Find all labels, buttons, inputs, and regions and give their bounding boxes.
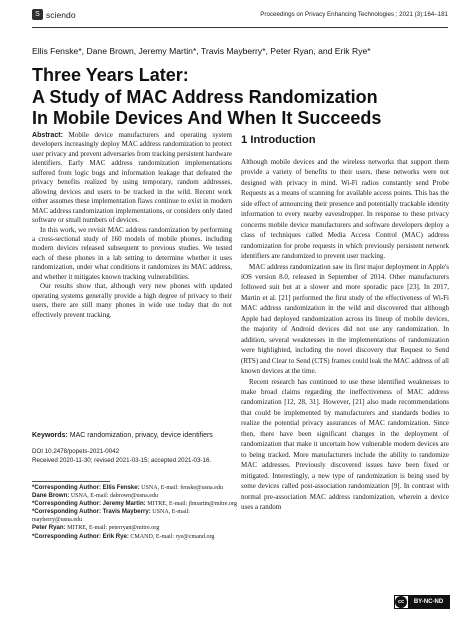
intro-paragraph-2: MAC address randomization saw its first major deployment in Apple's iOS version 8.0, released in September of 2014. Other manufacturers followed suit but at a slower and more sporadic pace [23]. In 2017, Martin et al. [21] performed the first study of the effectiveness of Wi-Fi MAC address randomization in the wild and discovered that although Apple had deployed randomization across its lineup of mobile devices, the majority of Android devices did not use any randomization. In addition, several weaknesses in the implementations of randomization were highlighted, including the novel discovery that Request to Send (RTS) and Clear to Send (CTS) frames could leak the MAC address of all known devices at the time. — [241, 262, 449, 376]
keywords — [32, 432, 232, 439]
journal-citation: Proceedings on Privacy Enhancing Technologies ; 2021 (3):164–181 — [260, 11, 448, 18]
footnote-affiliation: CMAND, E-mail: rye@cmand.org — [130, 533, 215, 540]
footnote-item — [32, 492, 238, 500]
title-line-2: A Study of MAC Address Randomization — [32, 86, 378, 107]
footnote-author: *Corresponding Author: Erik Rye: — [32, 533, 129, 540]
footnote-author: *Corresponding Author: Ellis Fenske: — [32, 485, 140, 491]
header-rule — [32, 27, 448, 28]
introduction-body — [241, 157, 449, 512]
footnote-item — [32, 533, 238, 541]
license-label: BY-NC-ND — [408, 596, 449, 608]
doi: DOI 10.2478/popets-2021-0042 — [32, 448, 120, 455]
page-header — [32, 9, 448, 27]
footnote-affiliation: USNA, E-mail: dabrown@usna.edu — [70, 493, 158, 500]
abstract-label: Abstract: — [32, 132, 63, 139]
creative-commons-icon: cc — [395, 596, 407, 608]
footnote-item — [32, 524, 238, 532]
dates: Received 2020-11-30; revised 2021-03-15; accepted 2021-03-16. — [32, 456, 212, 464]
abstract-paragraph-2: In this work, we revisit MAC address randomization by performing a cross-sectional study of 160 models of mobile phones, including modern devices released subsequent to previous studies. We tested each of these phones in a lab setting to determine whether it uses randomization, under what conditions it randomizes its MAC address, and whether it mitigates known tracking vulnerabilities. — [32, 225, 232, 281]
footnote-item — [32, 508, 238, 524]
footnote-rule — [32, 481, 110, 482]
footnote-affiliation: MITRE, E-mail: peterryan@mitre.org — [67, 525, 160, 532]
intro-paragraph-1: Although mobile devices and the wireless networks that support them provide a variety of benefits to their users, these networks were not designed with privacy in mind. Wi-Fi radios constantly send Probe Requests as a means of scanning for available access points. This has the side effect of announcing their presence and potentially trackable identity information to every nearby eavesdropper. In response to these privacy concerns mobile device manufacturers and software developers deploy a class of techniques called Media Access Control (MAC) address randomization for probe requests in which previously persistent network identifiers are randomized to prevent user tracking. — [241, 158, 449, 261]
footnote-affiliation: MITRE, E-mail: jbmartin@mitre.org — [147, 501, 237, 508]
footnote-item — [32, 500, 238, 508]
keywords-label: Keywords: — [32, 432, 68, 439]
abstract — [32, 131, 232, 320]
section-heading-introduction: 1 Introduction — [241, 134, 316, 146]
title-line-1: Three Years Later: — [32, 65, 189, 85]
abstract-paragraph-1: Mobile device manufacturers and operating system developers increasingly deploy MAC address randomization to protect user privacy and prevent adversaries from tracking persistent hardware identifiers. Early MAC address randomization implementations suffered from logic bugs and information leakage that defeated the privacy benefits realized by using temporary, random addresses, allowing devices and users to be tracked in the wild. Recent work either assumes these implementation flaws continue to exist in modern MAC address randomization implementations, or considers only dated software or small numbers of devices. — [32, 131, 232, 225]
footnote-author: *Corresponding Author: Jeremy Martin: — [32, 501, 146, 508]
footnote-affiliation: USNA, E-mail: fenske@usna.edu — [141, 485, 223, 491]
publisher-logo — [32, 9, 76, 20]
footnote-item — [32, 484, 238, 492]
footnote-author: Dane Brown: — [32, 493, 70, 500]
author-list: Ellis Fenske*, Dane Brown, Jeremy Martin*, Travis Mayberry*, Peter Ryan, and Erik Rye* — [32, 46, 371, 56]
footnote-author: *Corresponding Author: Travis Mayberry: — [32, 509, 151, 516]
title-line-3: In Mobile Devices And When It Succeeds — [32, 108, 382, 128]
paper-title — [32, 65, 452, 130]
article-meta — [32, 448, 242, 465]
keywords-value: MAC randomization, privacy, device identifiers — [69, 432, 213, 439]
footnote-affiliation: USNA, E-mail: mayberry@usna.edu — [32, 509, 190, 524]
sciendo-logo-icon: S — [32, 9, 43, 20]
abstract-paragraph-3: Our results show that, although very new phones with updated operating systems generally provide a high degree of privacy to their users, there are still many phones in wide use today that do not effectively prevent tracking. — [32, 282, 232, 319]
license-badge — [394, 595, 450, 609]
author-footnotes — [32, 484, 238, 541]
publisher-name: sciendo — [46, 9, 76, 20]
intro-paragraph-3: Recent research has continued to use these identified weaknesses to make broad claims regarding the ineffectiveness of MAC address randomization [12, 28, 31]. However, [21] also made recommendations that could be implemented by manufacturers and standards bodies to realize the potential privacy assurances of MAC randomization. Since then, there have been significant changes in the deployment of randomization that make it uncertain how vulnerable modern devices are to being tracked. More manufacturers include the ability to randomize MAC addresses. Previously discovered issues have been fixed or mitigated. Interestingly, a new type of randomization is being used by some devices called post-association randomization [9]. In contrast with normal pre-association MAC address randomization, wherein a device uses a random — [241, 377, 449, 511]
footnote-author: Peter Ryan: — [32, 525, 66, 532]
